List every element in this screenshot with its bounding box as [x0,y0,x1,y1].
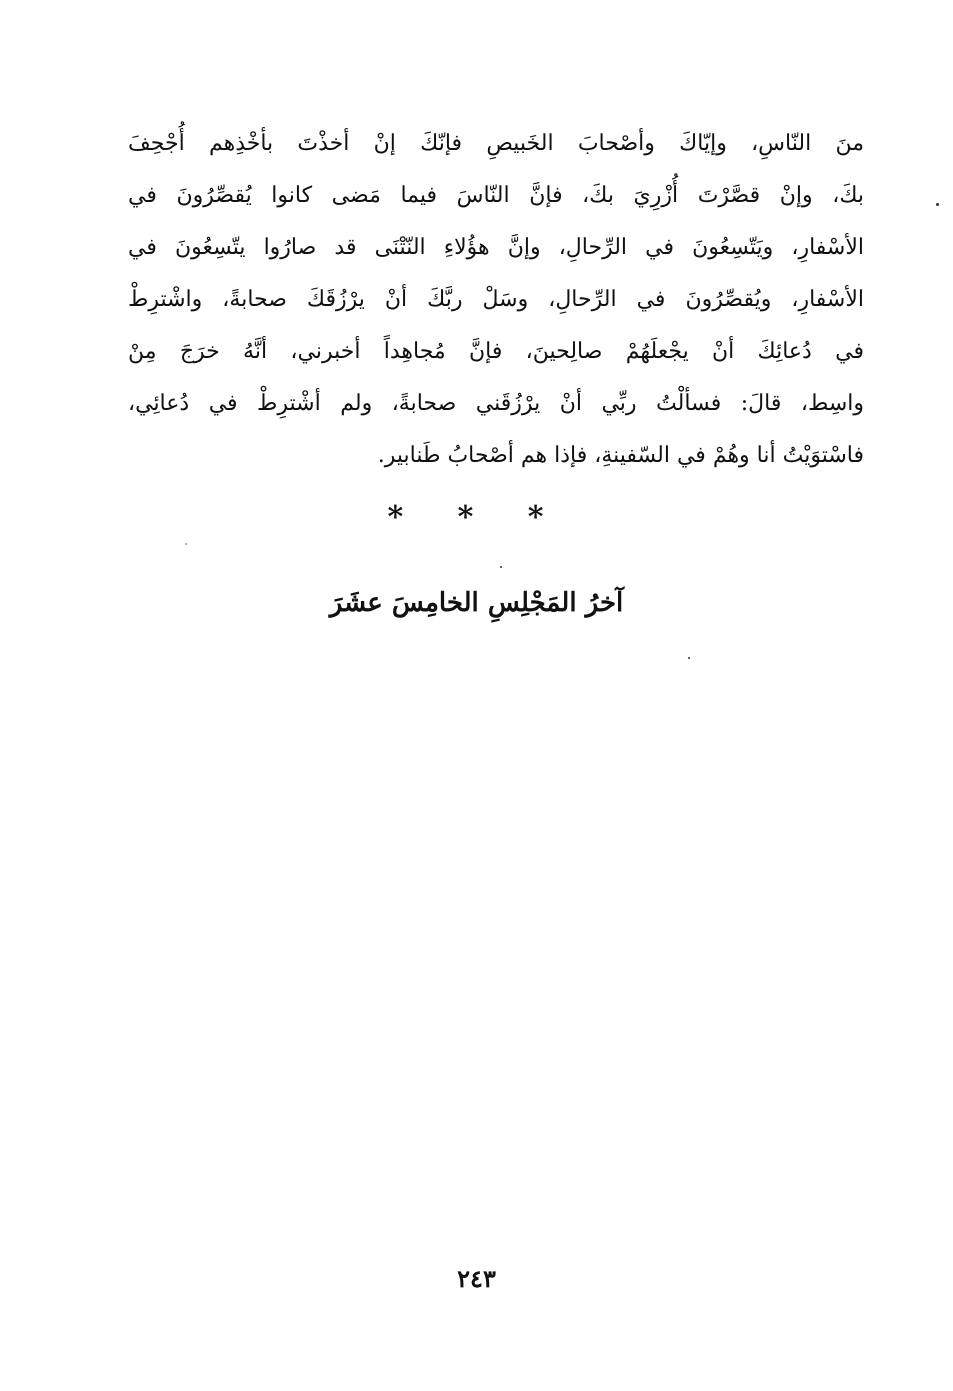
section-end-heading: آخرُ المَجْلِسِ الخامِسَ عشَرَ [329,588,624,618]
page-number: ٢٤٣ [457,1264,496,1293]
text-line: منَ النّاسِ، وإيّاكَ وأصْحابَ الخَبيصِ فإنّكَ إنْ أخذْتَ بأخْذِهم أُجْحِفَ [128,131,864,156]
scan-speck [688,657,690,659]
text-line: في دُعائِكَ أنْ يجْعلَهُمْ صالِحينَ، فإنَّ مُجاهِداً أخبرني، أنَّهُ خرَجَ مِنْ [128,339,864,364]
scan-speck [185,543,187,545]
scan-speck [936,203,939,206]
text-line: الأسْفارِ، ويَتّسِعُونَ في الرِّحالِ، وإنَّ هؤُلاءِ النّتْنَى قد صارُوا يتّسِعُونَ في [128,235,864,260]
text-line: واسِط، قالَ: فسألْتُ ربِّي أنْ يرْزُقَني صحابةً، ولم أشْترِطْ في دُعائِي، [128,391,864,416]
text-line: بكَ، وإنْ قصَّرْتَ أُزْرِيَ بكَ، فإنَّ النّاسَ فيما مَضى كانوا يُقصِّرُونَ في [128,183,864,208]
text-line: الأسْفارِ، ويُقصِّرُونَ في الرِّحالِ، وسَلْ ربَّكَ أنْ يرْزُقَكَ صحابةً، واشْترِطْ [128,287,864,312]
text-line: فاسْتوَيْتُ أنا وهُمْ في السّفينةِ، فإذا هم أصْحابُ طَنابير. [377,443,864,468]
section-separator: * * * [387,500,566,535]
body-paragraph [128,118,864,482]
scan-speck [500,566,502,568]
